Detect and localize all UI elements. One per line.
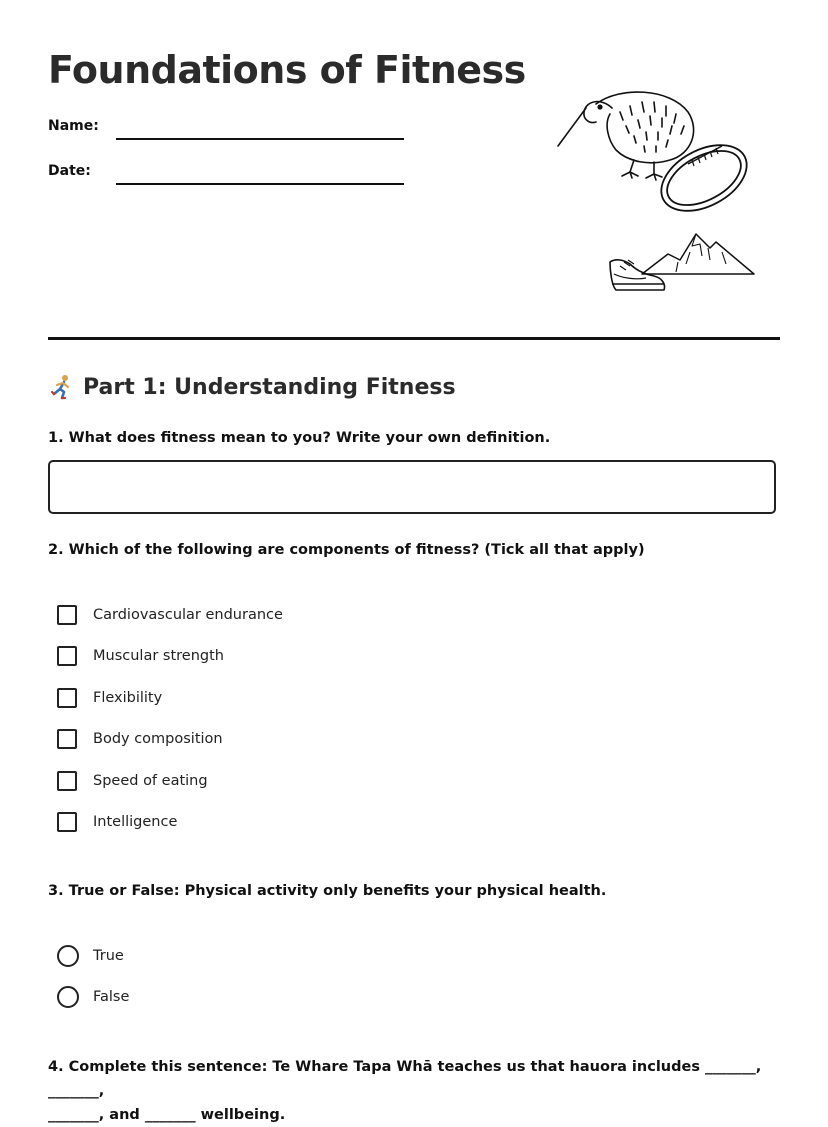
question-4-line-1: 4. Complete this sentence: Te Whare Tapa Whā teaches us that hauora includes _______, _______,: [48, 1059, 762, 1099]
option-true[interactable]: [57, 944, 124, 968]
radio-button[interactable]: [57, 945, 79, 967]
question-4: [48, 1055, 768, 1127]
option-body-composition[interactable]: [57, 727, 223, 751]
checkbox[interactable]: [57, 771, 77, 791]
part1-title: [48, 374, 456, 400]
name-line[interactable]: [116, 138, 404, 140]
option-label: Body composition: [93, 731, 223, 747]
option-label: Muscular strength: [93, 648, 224, 664]
date-label: Date:: [48, 163, 91, 179]
checkbox[interactable]: [57, 812, 77, 832]
option-false[interactable]: [57, 985, 129, 1009]
date-line[interactable]: [116, 183, 404, 185]
question-1: 1. What does fitness mean to you? Write your own definition.: [48, 430, 551, 446]
option-label: Cardiovascular endurance: [93, 607, 283, 623]
page-title: Foundations of Fitness: [48, 48, 526, 92]
part1-title-text: Part 1: Understanding Fitness: [83, 374, 456, 400]
mountain-icon: [642, 234, 754, 274]
sneaker-icon: [610, 260, 665, 290]
illustrations: [550, 84, 770, 304]
option-label: Intelligence: [93, 814, 178, 830]
checkbox[interactable]: [57, 646, 77, 666]
question-2: 2. Which of the following are components of fitness? (Tick all that apply): [48, 542, 645, 558]
option-muscular-strength[interactable]: [57, 644, 224, 668]
option-label: True: [93, 948, 124, 964]
question-3: 3. True or False: Physical activity only benefits your physical health.: [48, 883, 607, 899]
option-cardiovascular-endurance[interactable]: [57, 603, 283, 627]
option-speed-of-eating[interactable]: [57, 769, 208, 793]
checkbox[interactable]: [57, 688, 77, 708]
option-label: Speed of eating: [93, 773, 208, 789]
option-label: False: [93, 989, 130, 1005]
definition-answer-box[interactable]: [48, 460, 776, 514]
section-divider: [48, 337, 780, 340]
option-intelligence[interactable]: [57, 810, 177, 834]
name-field-row: [48, 118, 428, 142]
running-person-icon: [48, 374, 74, 400]
option-label: Flexibility: [93, 690, 163, 706]
checkbox[interactable]: [57, 605, 77, 625]
name-label: Name:: [48, 118, 99, 134]
date-field-row: [48, 163, 428, 187]
option-flexibility[interactable]: [57, 686, 162, 710]
question-4-line-2: _______, and _______ wellbeing.: [48, 1107, 286, 1123]
radio-button[interactable]: [57, 986, 79, 1008]
checkbox[interactable]: [57, 729, 77, 749]
